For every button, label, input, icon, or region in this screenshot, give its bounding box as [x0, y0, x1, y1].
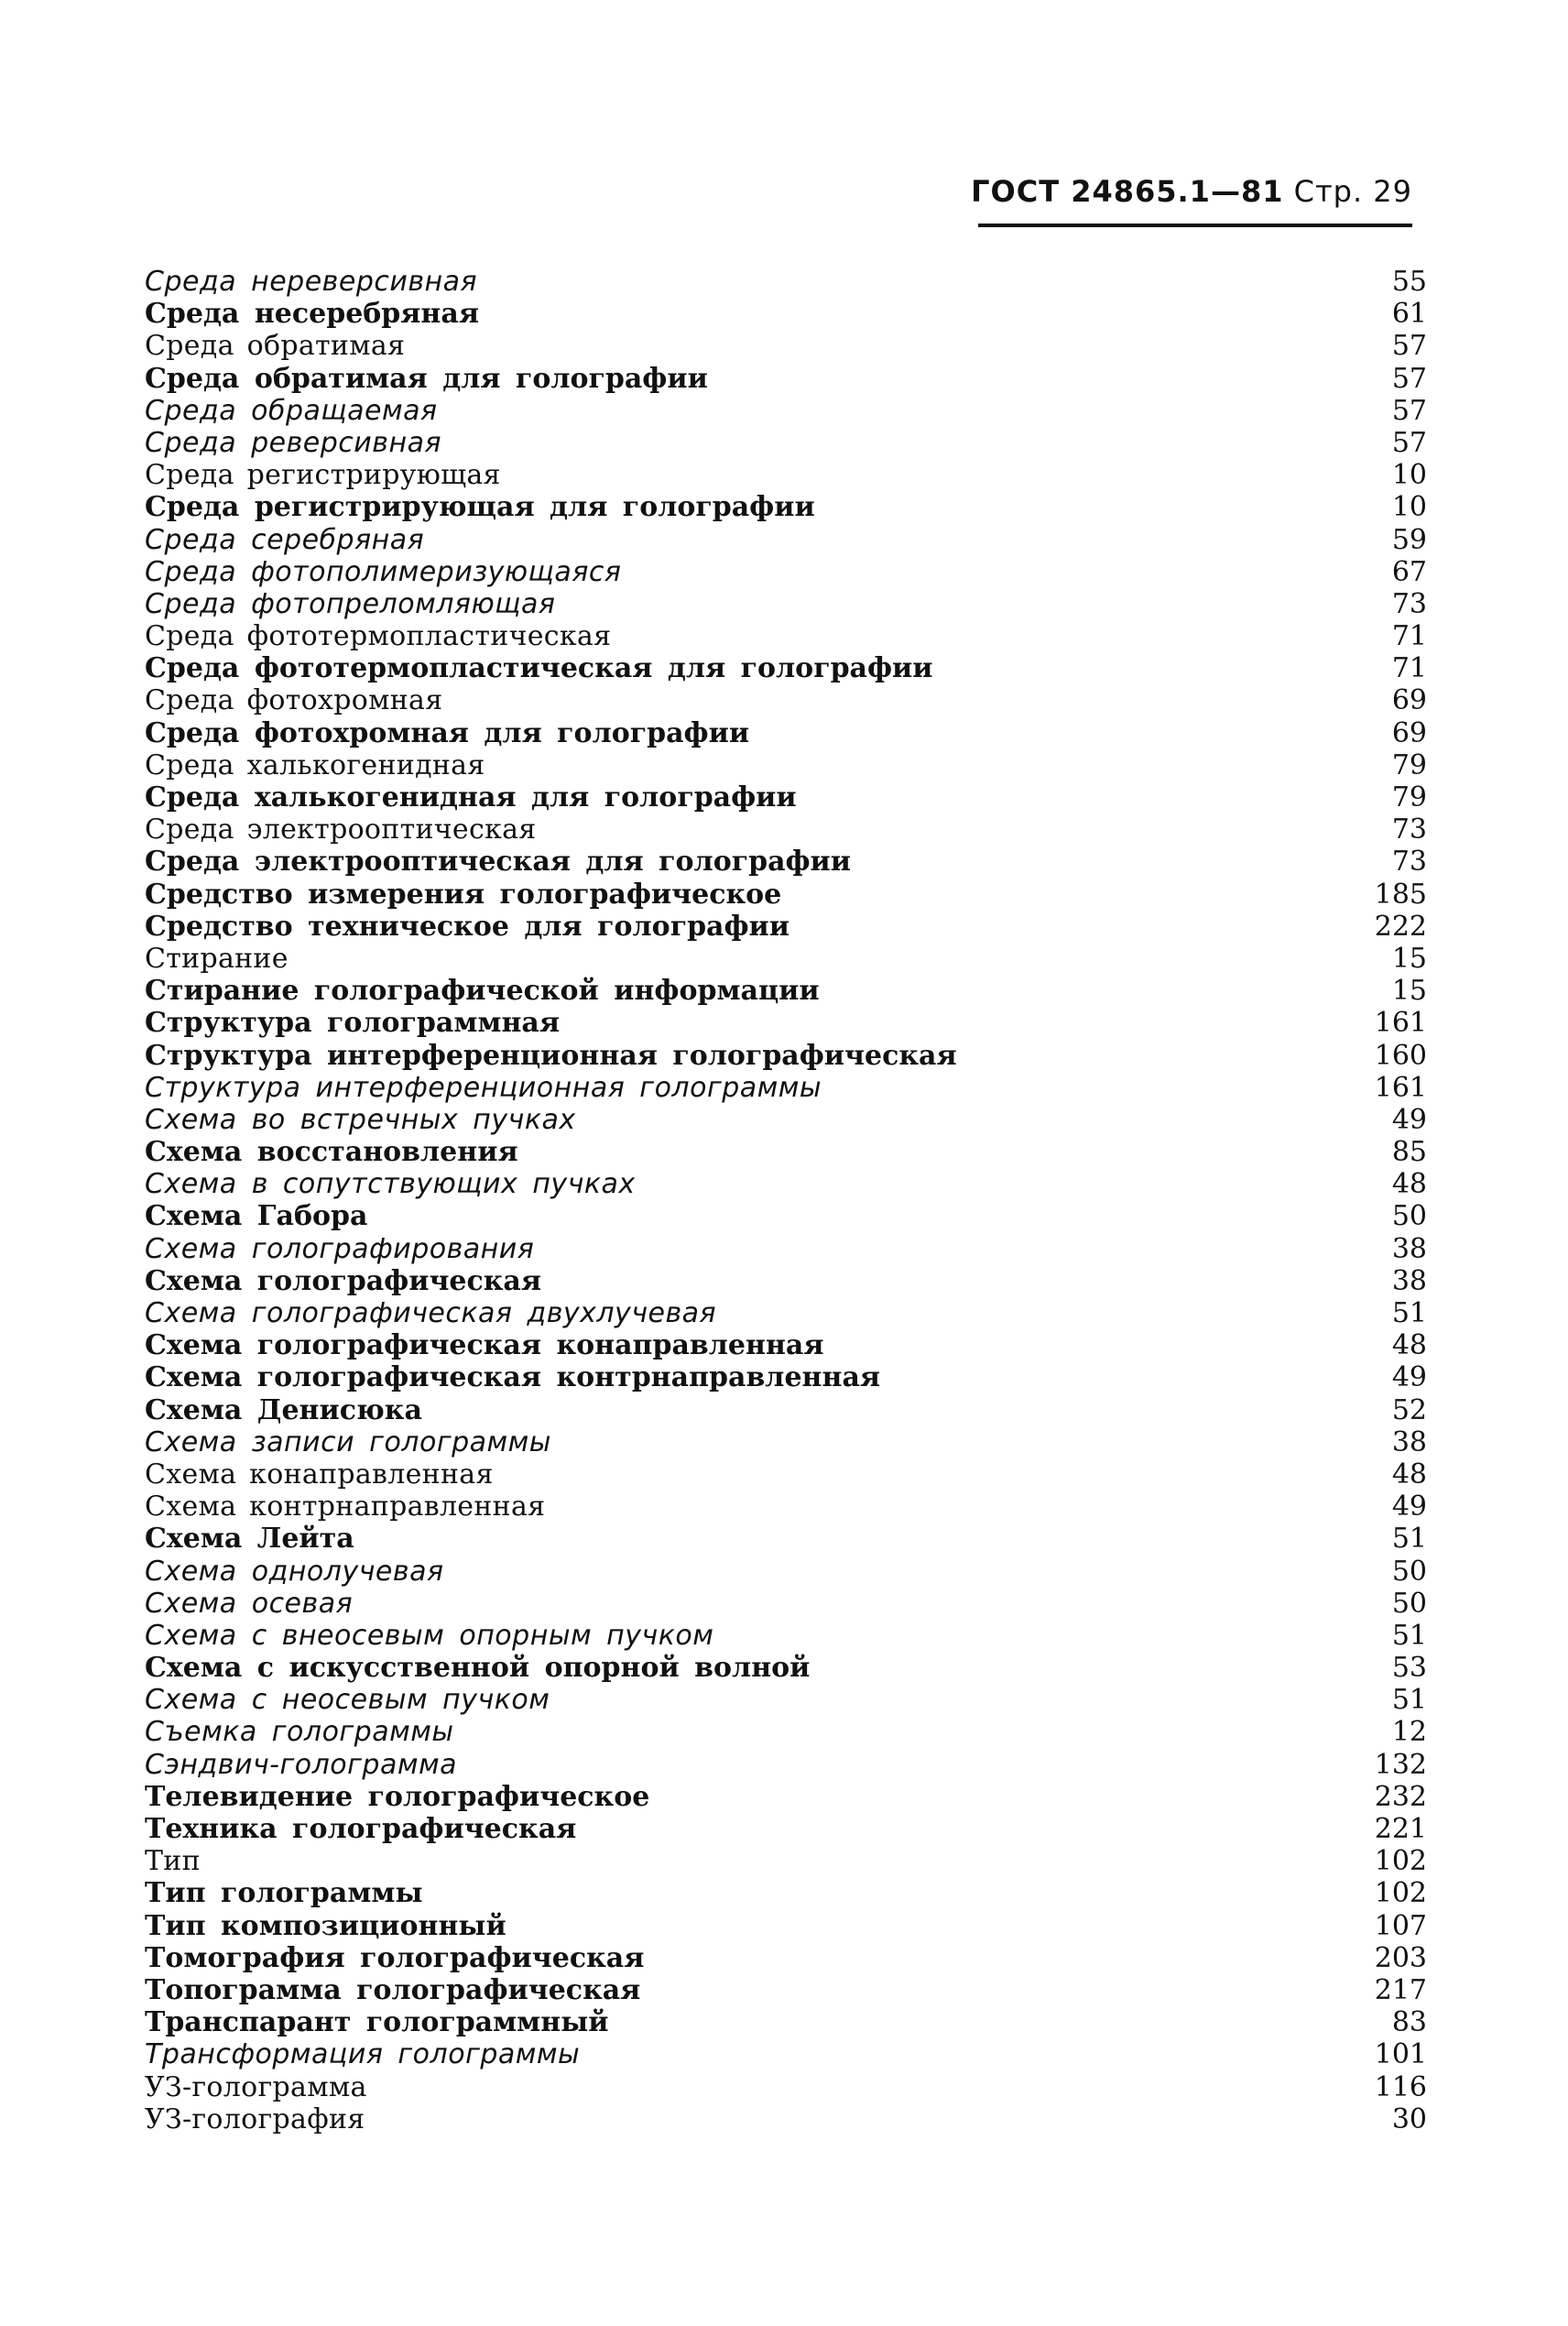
index-term: Схема голографическая конаправленная: [145, 1329, 824, 1362]
index-entry: [145, 1781, 1427, 1813]
index-entry: [145, 1942, 1427, 1974]
index-entry: [145, 330, 1427, 362]
index-page-number: 57: [1391, 394, 1427, 427]
index-term: Структура голограммная: [145, 1007, 560, 1040]
index-term: Структура интерференционная голографическая: [145, 1039, 957, 1072]
index-page-number: 73: [1391, 814, 1427, 846]
index-term: Схема конаправленная: [145, 1458, 494, 1491]
index-page-number: 161: [1374, 1007, 1427, 1040]
index-term: Транспарант голограммный: [145, 2006, 609, 2039]
index-entry: [145, 2038, 1427, 2070]
index-entry: [145, 395, 1427, 427]
index-entry: [145, 1845, 1427, 1877]
index-page-number: 49: [1391, 1491, 1427, 1523]
index-page-number: 10: [1391, 491, 1427, 524]
index-entry: [145, 1684, 1427, 1716]
index-entry: [145, 911, 1427, 943]
index-page-number: 51: [1391, 1684, 1427, 1717]
index-page-number: 51: [1391, 1297, 1427, 1329]
index-entry: [145, 298, 1427, 330]
index-page-number: 59: [1391, 523, 1427, 556]
index-entry: [145, 1297, 1427, 1329]
index-entry: [145, 1910, 1427, 1942]
index-term: Средство техническое для голографии: [145, 910, 790, 943]
index-page-number: 61: [1391, 298, 1427, 331]
index-page-number: 48: [1391, 1168, 1427, 1201]
index-entry: [145, 1652, 1427, 1684]
index-entry: [145, 1556, 1427, 1588]
index-page-number: 50: [1391, 1587, 1427, 1620]
index-entry: [145, 1104, 1427, 1136]
index-entry: [145, 846, 1427, 878]
index-term: Телевидение голографическое: [145, 1780, 650, 1813]
index-page-number: 132: [1374, 1748, 1427, 1781]
index-page-number: 15: [1391, 942, 1427, 975]
index-entry: [145, 684, 1427, 716]
index-page-number: 85: [1391, 1136, 1427, 1169]
index-entry: [145, 943, 1427, 975]
index-entry: [145, 2006, 1427, 2038]
index-term: Среда несеребряная: [145, 298, 479, 331]
index-term: Схема голографическая: [145, 1264, 542, 1297]
index-entry: [145, 1491, 1427, 1523]
index-term: Среда фотополимеризующаяся: [145, 555, 622, 588]
index-term: Среда электрооптическая для голографии: [145, 846, 852, 879]
page-number: Стр. 29: [1293, 174, 1412, 209]
index-term: Схема с неосевым пучком: [145, 1684, 550, 1717]
index-page-number: 49: [1391, 1361, 1427, 1394]
index-page-number: 51: [1391, 1619, 1427, 1652]
index-page-number: 79: [1391, 781, 1427, 814]
index-entry: [145, 879, 1427, 911]
index-entry: [145, 814, 1427, 846]
index-page-number: 71: [1391, 620, 1427, 653]
index-term: Тип: [145, 1845, 201, 1878]
index-page-number: 51: [1391, 1523, 1427, 1556]
index-page-number: 102: [1374, 1877, 1427, 1910]
index-page-number: 69: [1391, 684, 1427, 717]
index-term: Схема с внеосевым опорным пучком: [145, 1619, 714, 1652]
index-term: Среда обратимая: [145, 330, 406, 363]
index-term: Среда фотохромная: [145, 684, 443, 717]
index-term: Топограмма голографическая: [145, 1973, 641, 2006]
index-term: Стирание: [145, 942, 289, 975]
index-page-number: 53: [1391, 1652, 1427, 1685]
index-term: Схема голографическая контрнаправленная: [145, 1361, 881, 1394]
index-entry: [145, 1974, 1427, 2006]
index-page-number: 55: [1391, 266, 1427, 298]
index-term: Схема контрнаправленная: [145, 1491, 546, 1523]
index-term: Схема в сопутствующих пучках: [145, 1168, 636, 1201]
index-entry: [145, 781, 1427, 814]
index-term: Среда халькогенидная: [145, 748, 485, 781]
index-entry: [145, 427, 1427, 459]
index-page-number: 203: [1374, 1941, 1427, 1974]
index-entry: [145, 1329, 1427, 1361]
index-term: Схема во встречных пучках: [145, 1103, 576, 1136]
index-entry: [145, 1168, 1427, 1200]
index-entry: [145, 1813, 1427, 1845]
index-entry: [145, 1200, 1427, 1232]
index-entry: [145, 749, 1427, 781]
index-term: Среда нереверсивная: [145, 266, 478, 298]
index-entry: [145, 1588, 1427, 1620]
index-page-number: 30: [1391, 2102, 1427, 2135]
index-entry: [145, 363, 1427, 395]
index-entry: [145, 1749, 1427, 1781]
index-entry: [145, 1426, 1427, 1458]
index-entry: [145, 1007, 1427, 1039]
index-entry: [145, 1265, 1427, 1297]
index-page-number: 38: [1391, 1425, 1427, 1458]
index-term: Схема восстановления: [145, 1136, 518, 1169]
index-term: Структура интерференционная голограммы: [145, 1071, 822, 1104]
index-page-number: 73: [1391, 587, 1427, 620]
index-term: Среда регистрирующая для голографии: [145, 491, 815, 524]
index-term: Среда регистрирующая: [145, 459, 501, 492]
index-term: Трансформация голограммы: [145, 2038, 581, 2071]
index-entry: [145, 717, 1427, 749]
index-term: Схема записи голограммы: [145, 1425, 551, 1458]
index-term: Схема осевая: [145, 1587, 354, 1620]
index-term: Среда реверсивная: [145, 426, 442, 459]
index-page-number: 10: [1391, 459, 1427, 492]
index-term: Среда фотопреломляющая: [145, 587, 556, 620]
index-entry: [145, 1877, 1427, 1909]
index-term: Схема однолучевая: [145, 1555, 444, 1588]
index-term: Среда халькогенидная для голографии: [145, 781, 797, 814]
index-term: Среда фототермопластическая для голографии: [145, 652, 933, 685]
index-entry: [145, 1394, 1427, 1426]
index-page-number: 48: [1391, 1458, 1427, 1491]
index-entry: [145, 1233, 1427, 1265]
index-page-number: 15: [1391, 975, 1427, 1008]
index-term: Схема голографирования: [145, 1232, 535, 1265]
index-term: Среда электрооптическая: [145, 814, 537, 846]
index-page-number: 83: [1391, 2006, 1427, 2039]
index-term: Среда обращаемая: [145, 394, 438, 427]
index-entry: [145, 524, 1427, 556]
index-term: Техника голографическая: [145, 1813, 577, 1845]
index-page-number: 102: [1374, 1845, 1427, 1878]
index-page-number: 232: [1374, 1780, 1427, 1813]
index-term: Схема Лейта: [145, 1523, 354, 1556]
index-entry: [145, 2103, 1427, 2135]
index-entry: [145, 1523, 1427, 1555]
index-term: Сэндвич-голограмма: [145, 1748, 457, 1781]
index-term: УЗ-голография: [145, 2102, 365, 2135]
index-entry: [145, 266, 1427, 298]
index-entry: [145, 1040, 1427, 1072]
header-rule: [978, 224, 1412, 227]
index-term: Тип композиционный: [145, 1909, 506, 1942]
index-term: Средство измерения голографическое: [145, 878, 782, 911]
index-page-number: 57: [1391, 330, 1427, 363]
index-term: Схема Денисюка: [145, 1393, 422, 1426]
index-entry: [145, 1361, 1427, 1393]
index-page-number: 50: [1391, 1200, 1427, 1233]
index-page-number: 101: [1374, 2038, 1427, 2071]
index-term: Среда серебряная: [145, 523, 425, 556]
index-page-number: 52: [1391, 1393, 1427, 1426]
index-page-number: 185: [1374, 878, 1427, 911]
index-entry: [145, 1716, 1427, 1748]
index-term: Стирание голографической информации: [145, 975, 820, 1008]
index-entry: [145, 588, 1427, 620]
index-entry: [145, 459, 1427, 491]
index-entry: [145, 1136, 1427, 1168]
index-term: Тип голограммы: [145, 1877, 423, 1910]
index-term: Схема голографическая двухлучевая: [145, 1297, 717, 1329]
term-index: [145, 266, 1427, 2135]
standard-code: ГОСТ 24865.1—81: [971, 174, 1284, 209]
index-entry: [145, 652, 1427, 684]
index-page-number: 49: [1391, 1103, 1427, 1136]
index-page-number: 50: [1391, 1555, 1427, 1588]
index-term: Среда фототермопластическая: [145, 620, 612, 653]
index-page-number: 38: [1391, 1232, 1427, 1265]
index-page-number: 222: [1374, 910, 1427, 943]
page-header: [971, 174, 1412, 209]
index-page-number: 48: [1391, 1329, 1427, 1362]
index-entry: [145, 620, 1427, 652]
index-page-number: 12: [1391, 1716, 1427, 1749]
index-page-number: 38: [1391, 1264, 1427, 1297]
index-page-number: 79: [1391, 748, 1427, 781]
index-page-number: 161: [1374, 1071, 1427, 1104]
index-entry: [145, 975, 1427, 1007]
index-page-number: 217: [1374, 1973, 1427, 2006]
index-page-number: 73: [1391, 846, 1427, 879]
index-term: Съемка голограммы: [145, 1716, 454, 1749]
index-page-number: 116: [1374, 2070, 1427, 2103]
index-entry: [145, 2071, 1427, 2103]
index-term: Среда фотохромная для голографии: [145, 716, 750, 749]
index-term: Схема с искусственной опорной волной: [145, 1652, 811, 1685]
index-page-number: 67: [1391, 555, 1427, 588]
index-entry: [145, 1458, 1427, 1491]
index-page-number: 57: [1391, 426, 1427, 459]
index-term: Среда обратимая для голографии: [145, 362, 708, 395]
index-term: Схема Габора: [145, 1200, 368, 1233]
index-page-number: 160: [1374, 1039, 1427, 1072]
index-entry: [145, 1072, 1427, 1104]
index-page-number: 71: [1391, 652, 1427, 685]
index-entry: [145, 556, 1427, 588]
index-entry: [145, 491, 1427, 523]
index-page-number: 69: [1391, 716, 1427, 749]
index-page-number: 57: [1391, 362, 1427, 395]
index-term: УЗ-голограмма: [145, 2070, 367, 2103]
index-page-number: 107: [1374, 1909, 1427, 1942]
index-term: Томография голографическая: [145, 1941, 645, 1974]
index-entry: [145, 1620, 1427, 1652]
index-page-number: 221: [1374, 1813, 1427, 1845]
